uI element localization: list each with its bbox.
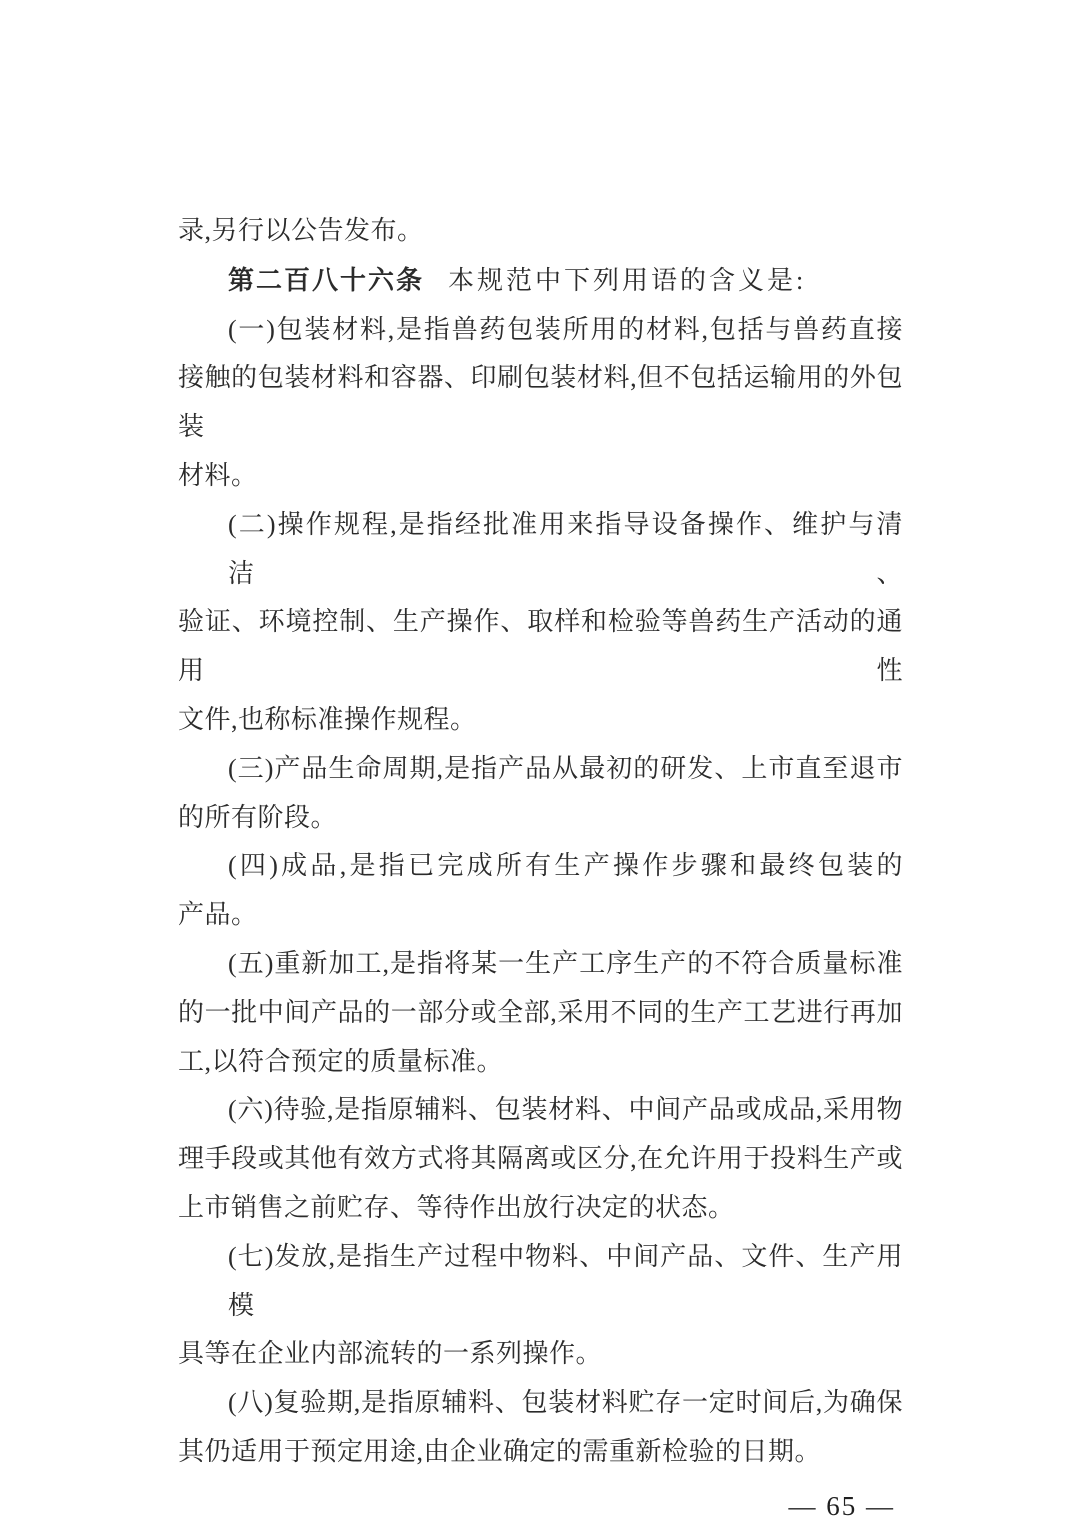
definition-line: (八)复验期,是指原辅料、包装材料贮存一定时间后,为确保 xyxy=(228,1388,903,1418)
definition-line: (二)操作规程,是指经批准用来指导设备操作、维护与清洁、 xyxy=(228,509,903,588)
definition-line: 接触的包装材料和容器、印刷包装材料,但不包括运输用的外包装 xyxy=(178,363,903,442)
definition-paragraph xyxy=(178,1086,903,1232)
page-content xyxy=(178,207,903,1521)
definition-line: (七)发放,是指生产过程中物料、中间产品、文件、生产用模 xyxy=(228,1241,903,1320)
definition-line: (一)包装材料,是指兽药包装所用的材料,包括与兽药直接 xyxy=(228,314,903,344)
article-number: 第二百八十六条 xyxy=(228,264,425,295)
definition-paragraph xyxy=(178,842,903,940)
definition-paragraph xyxy=(178,1379,903,1477)
definition-paragraph xyxy=(178,745,903,843)
definition-line: 理手段或其他有效方式将其隔离或区分,在允许用于投料生产或 xyxy=(178,1144,903,1174)
definition-paragraph xyxy=(178,306,903,501)
article-heading xyxy=(178,256,903,306)
definition-line: (六)待验,是指原辅料、包装材料、中间产品或成品,采用物 xyxy=(228,1095,903,1125)
definition-line: 材料。 xyxy=(178,460,258,490)
definition-line: 工,以符合预定的质量标准。 xyxy=(178,1046,504,1076)
definition-line: 的一批中间产品的一部分或全部,采用不同的生产工艺进行再加 xyxy=(178,997,903,1027)
definition-paragraph xyxy=(178,501,903,745)
paragraph-continuation: 录,另行以公告发布。 xyxy=(178,216,424,245)
definition-line: (五)重新加工,是指将某一生产工序生产的不符合质量标准 xyxy=(228,948,903,978)
definition-line: 上市销售之前贮存、等待作出放行决定的状态。 xyxy=(178,1192,735,1222)
definition-line: 产品。 xyxy=(178,900,258,930)
definition-line: 的所有阶段。 xyxy=(178,802,338,832)
definition-paragraph xyxy=(178,1233,903,1379)
article-intro: 本规范中下列用语的含义是: xyxy=(448,265,807,295)
definition-line: (三)产品生命周期,是指产品从最初的研发、上市直至退市 xyxy=(228,753,903,783)
definition-line: 文件,也称标准操作规程。 xyxy=(178,704,477,734)
definition-line: 具等在企业内部流转的一系列操作。 xyxy=(178,1339,603,1369)
definition-line: 其仍适用于预定用途,由企业确定的需重新检验的日期。 xyxy=(178,1436,822,1466)
definition-paragraph xyxy=(178,940,903,1086)
definition-line: (四)成品,是指已完成所有生产操作步骤和最终包装的 xyxy=(228,851,903,881)
definition-line: 验证、环境控制、生产操作、取样和检验等兽药生产活动的通用性 xyxy=(178,607,903,686)
page-number: — 65 — xyxy=(788,1490,895,1521)
